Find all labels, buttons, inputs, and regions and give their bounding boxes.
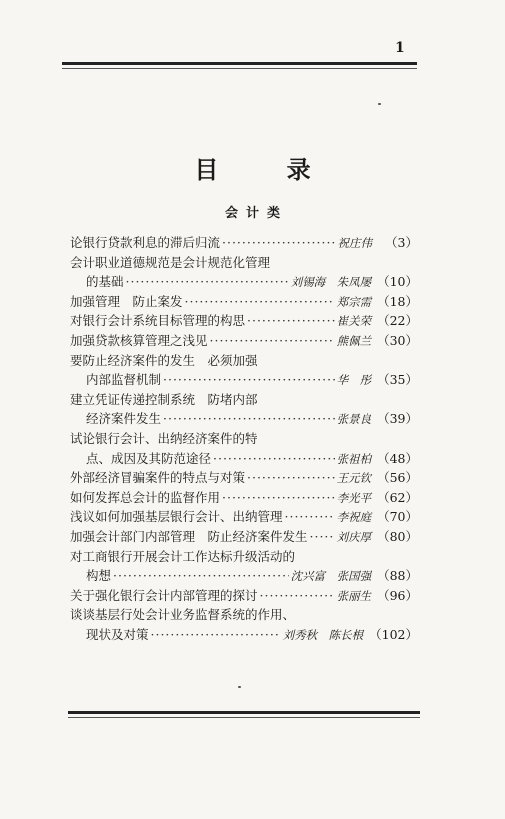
leader-dots — [163, 409, 335, 429]
toc-entry — [70, 311, 418, 331]
toc-entry-author: 刘锡海 朱凤屡 — [290, 275, 372, 290]
leader-dots — [260, 586, 335, 606]
table-of-contents — [70, 233, 418, 644]
toc-entry — [70, 233, 418, 253]
toc-entry-title: 现状及对策 — [86, 626, 149, 642]
leader-dots — [163, 370, 335, 390]
toc-entry-author: 刘庆厚 — [336, 529, 372, 544]
toc-entry-title: 点、成因及其防范途径 — [86, 450, 212, 466]
toc-entry-page: （39） — [377, 411, 418, 427]
leader-dots — [151, 625, 281, 645]
print-speck — [238, 686, 241, 688]
toc-entry-title: 会计职业道德规范是会计规范化管理 — [70, 254, 271, 270]
leader-dots — [213, 449, 335, 469]
toc-entry-page: （88） — [377, 568, 418, 584]
toc-entry — [70, 253, 418, 273]
toc-entry — [70, 449, 418, 469]
toc-entry — [70, 527, 418, 547]
toc-entry-title: 试论银行会计、出纳经济案件的特 — [70, 430, 258, 446]
toc-entry-title: 关于强化银行会计内部管理的探讨 — [70, 587, 258, 603]
leader-dots — [247, 311, 335, 331]
top-rule — [62, 62, 417, 65]
page-number: 1 — [395, 40, 405, 56]
bottom-rule-thin — [68, 717, 420, 718]
toc-entry-title: 构想 — [86, 568, 112, 584]
toc-entry-page: （30） — [377, 332, 418, 348]
leader-dots — [185, 292, 335, 312]
toc-entry-title: 对工商银行开展会计工作达标升级活动的 — [70, 548, 296, 564]
top-rule-thin — [62, 68, 417, 69]
leader-dots — [222, 233, 335, 253]
leader-dots — [126, 272, 289, 292]
toc-entry-title: 论银行贷款利息的滞后归流 — [70, 235, 221, 250]
toc-entry-author: 张景良 — [336, 412, 372, 427]
toc-entry-title: 的基础 — [86, 274, 124, 290]
toc-entry-title: 浅议如何加强基层银行会计、出纳管理 — [70, 509, 283, 525]
toc-entry-title: 内部监督机制 — [86, 372, 162, 388]
toc-entry — [70, 272, 418, 292]
toc-entry-author: 沈兴富 张国强 — [290, 569, 372, 584]
toc-entry-author: 华 彤 — [336, 373, 372, 388]
toc-entry-title: 加强管理 防止案发 — [70, 293, 183, 309]
toc-entry-title: 建立凭证传递控制系统 防堵内部 — [70, 391, 258, 407]
leader-dots — [310, 527, 335, 547]
toc-entry — [70, 370, 418, 390]
toc-entry — [70, 488, 418, 508]
toc-entry-author: 祝庄伟 — [337, 236, 372, 250]
print-speck — [378, 103, 381, 105]
toc-entry — [70, 586, 418, 606]
toc-entry-author: 张丽生 — [336, 588, 372, 603]
toc-entry — [70, 605, 418, 625]
leader-dots — [113, 566, 289, 586]
toc-entry-title: 加强会计部门内部管理 防止经济案件发生 — [70, 528, 308, 544]
toc-entry — [70, 468, 418, 488]
toc-entry-page: （102） — [369, 626, 418, 642]
toc-entry-page: （62） — [377, 489, 418, 505]
toc-entry-author: 王元钦 — [336, 471, 372, 486]
toc-entry-author: 李祝庭 — [336, 510, 372, 525]
toc-entry — [70, 351, 418, 371]
toc-entry — [70, 390, 418, 410]
toc-entry — [70, 331, 418, 351]
toc-entry — [70, 566, 418, 586]
toc-entry-title: 外部经济冒骗案件的特点与对策 — [70, 470, 246, 486]
toc-entry-page: （80） — [377, 528, 418, 544]
toc-entry — [70, 507, 418, 527]
toc-entry-page: （70） — [377, 509, 418, 525]
toc-entry-page: （18） — [377, 293, 418, 309]
toc-entry-author: 崔关荣 — [336, 314, 372, 329]
leader-dots — [247, 468, 335, 488]
toc-entry-page: （96） — [377, 587, 418, 603]
toc-entry-page: （3） — [385, 235, 418, 250]
toc-entry-author: 刘秀秋 陈长根 — [282, 627, 364, 642]
section-heading: 会计类 — [224, 206, 288, 221]
leader-dots — [222, 488, 335, 508]
toc-entry — [70, 409, 418, 429]
toc-entry-title: 要防止经济案件的发生 必须加强 — [70, 352, 258, 368]
leader-dots — [210, 331, 335, 351]
toc-entry — [70, 547, 418, 567]
toc-entry-title: 如何发挥总会计的监督作用 — [70, 489, 221, 505]
toc-entry-page: （48） — [377, 450, 418, 466]
toc-entry-title: 加强贷款核算管理之浅见 — [70, 332, 208, 348]
toc-entry-author: 熊佩兰 — [336, 333, 372, 348]
toc-entry-page: （56） — [377, 470, 418, 486]
toc-entry — [70, 292, 418, 312]
leader-dots — [285, 507, 335, 527]
toc-entry-author: 张祖柏 — [336, 451, 372, 466]
toc-entry-title: 谈谈基层行处会计业务监督系统的作用、 — [70, 607, 296, 623]
toc-entry-page: （22） — [377, 313, 418, 329]
toc-entry-title: 对银行会计系统目标管理的构思 — [70, 313, 246, 329]
toc-entry-page: （10） — [377, 274, 418, 290]
toc-entry-author: 李光平 — [336, 490, 372, 505]
toc-entry — [70, 625, 418, 645]
toc-entry-title: 经济案件发生 — [86, 411, 162, 427]
toc-entry-page: （35） — [377, 372, 418, 388]
bottom-rule — [68, 711, 420, 714]
toc-entry-author: 郑宗需 — [336, 294, 372, 309]
page-title: 目 录 — [194, 155, 341, 184]
toc-entry — [70, 429, 418, 449]
